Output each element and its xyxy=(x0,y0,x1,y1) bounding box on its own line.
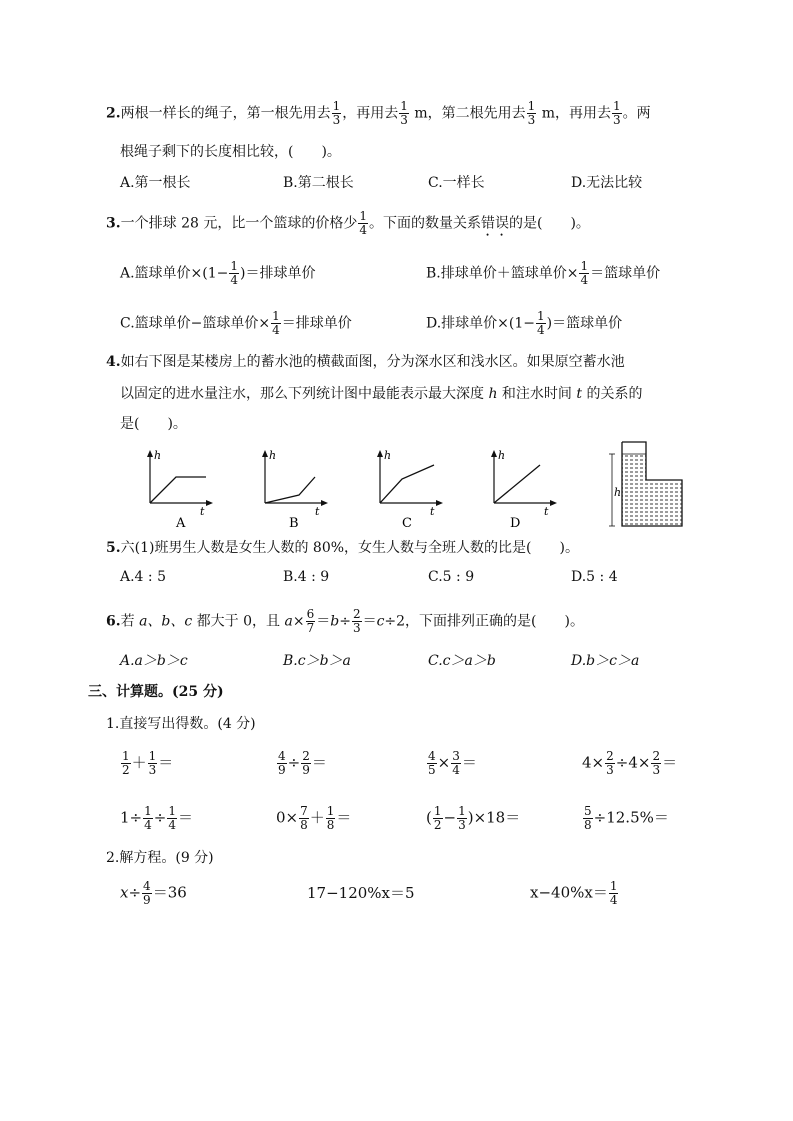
graph-c xyxy=(368,445,448,530)
svg-text:t: t xyxy=(315,505,320,518)
tank-cross-section-diagram xyxy=(600,438,690,528)
calc-expr-4: 4× $\frac{2}{3}$ ÷4× $\frac{2}{3}$ ＝ xyxy=(582,749,678,777)
svg-text:h: h xyxy=(384,449,392,462)
q2-text: ，再用去 xyxy=(342,105,399,122)
q4-line1: 4.如右下图是某楼房上的蓄水池的横截面图，分为深水区和浅水区。如果原空蓄水池 xyxy=(106,354,625,370)
q2-line2: 根绳子剩下的长度相比较，( )。 xyxy=(120,144,341,160)
subsection-direct-calc: 1.直接写出得数。(4 分) xyxy=(106,716,256,732)
q2-text: m，第二根先用去 xyxy=(409,105,526,122)
calc-expr-8: $\frac{5}{8}$ ÷12.5%＝ xyxy=(584,804,669,832)
calc-expr-3: $\frac{4}{5}$ × $\frac{3}{4}$ ＝ xyxy=(428,749,477,777)
q4-line2: 以固定的进水量注水，那么下列统计图中最能表示最大深度 h 和注水时间 t 的关系的 xyxy=(120,386,643,402)
calc-expr-5: 1÷ $\frac{1}{4}$ ÷ $\frac{1}{4}$ ＝ xyxy=(120,804,193,832)
q3-option-a: A.篮球单价×(1− $\frac{1}{4}$ )＝排球单价 xyxy=(120,259,316,287)
q5-option-d: D.5 : 4 xyxy=(571,569,618,585)
graph-label-b: B xyxy=(289,516,299,530)
q5-option-a: A.4 : 5 xyxy=(120,569,166,585)
q2-option-d: D.无法比较 xyxy=(571,175,643,191)
q2-option-a: A.第一根长 xyxy=(120,175,191,191)
fraction: $\frac{1}{3}$ xyxy=(613,99,621,127)
q3-option-d: D.排球单价×(1− $\frac{1}{4}$ )＝篮球单价 xyxy=(426,309,623,337)
q3-option-c: C.篮球单价−篮球单价× $\frac{1}{4}$ ＝排球单价 xyxy=(120,309,352,337)
fraction: $\frac{1}{3}$ xyxy=(527,99,536,127)
svg-text:t: t xyxy=(544,505,549,518)
graph-label-c: C xyxy=(402,516,412,530)
q2-option-c: C.一样长 xyxy=(428,175,485,191)
section-3-title: 三、计算题。(25 分) xyxy=(88,684,224,700)
q3-number: 3. xyxy=(106,215,121,232)
calc-expr-1: $\frac{1}{2}$ ＋ $\frac{1}{3}$ ＝ xyxy=(122,749,174,777)
calc-expr-7: ( $\frac{1}{2}$ − $\frac{1}{3}$ )×18＝ xyxy=(426,804,521,832)
q2-text: 两根一样长的绳子，第一根先用去 xyxy=(120,105,331,122)
q3-option-b: B.排球单价＋篮球单价× $\frac{1}{4}$ ＝篮球单价 xyxy=(426,259,661,287)
q4-number: 4. xyxy=(106,354,121,370)
q6-line: 6.若 a、b、c 都大于 0，且 a× $\frac{6}{7}$ ＝b÷ $\frac{2}{3}$ ＝c÷2，下面排列正确的是( )。 xyxy=(106,607,584,635)
q2-text: m，再用去 xyxy=(537,105,612,122)
graph-label-d: D xyxy=(510,516,521,530)
q5-number: 5. xyxy=(106,540,121,556)
q2-option-b: B.第二根长 xyxy=(283,175,354,191)
subsection-equations: 2.解方程。(9 分) xyxy=(106,850,214,866)
q5-line: 5.六(1)班男生人数是女生人数的 80%，女生人数与全班人数的比是( )。 xyxy=(106,540,579,556)
graph-label-a: A xyxy=(176,516,186,530)
svg-text:t: t xyxy=(200,505,205,518)
q5-option-c: C.5 : 9 xyxy=(428,569,475,585)
equation-2: 17−120%x＝5 xyxy=(307,884,415,902)
svg-text:h: h xyxy=(269,449,277,462)
q6-option-d: D.b＞c＞a xyxy=(571,653,640,669)
q3-line1 xyxy=(106,210,793,240)
emphasis-text: 错误 xyxy=(480,215,509,232)
q6-option-a: A.a＞b＞c xyxy=(120,653,188,669)
q6-option-b: B.c＞b＞a xyxy=(283,653,351,669)
svg-text:h: h xyxy=(154,449,162,462)
svg-text:h: h xyxy=(498,449,506,462)
graph-d xyxy=(482,445,562,530)
q2-number: 2. xyxy=(106,105,121,122)
graph-a xyxy=(138,445,218,530)
q2-line1 xyxy=(106,100,786,127)
q3-text: 。下面的数量关系 xyxy=(368,215,481,232)
q2-text: 。两 xyxy=(622,105,651,122)
svg-text:t: t xyxy=(430,505,435,518)
graph-b xyxy=(253,445,333,530)
fraction: $\frac{1}{3}$ xyxy=(400,99,408,127)
equation-3: x−40%x＝ $\frac{1}{4}$ xyxy=(530,879,618,907)
q3-text: 的是( )。 xyxy=(508,215,590,232)
equation-1: x÷ $\frac{4}{9}$ ＝36 xyxy=(120,879,187,907)
calc-expr-6: 0× $\frac{7}{8}$ ＋ $\frac{1}{8}$ ＝ xyxy=(276,804,352,832)
fraction: $\frac{1}{4}$ xyxy=(359,209,367,237)
q6-option-c: C.c＞a＞b xyxy=(428,653,496,669)
calc-expr-2: $\frac{4}{9}$ ÷ $\frac{2}{9}$ ＝ xyxy=(278,749,327,777)
svg-text:h: h xyxy=(614,486,622,499)
q6-number: 6. xyxy=(106,613,121,630)
q5-option-b: B.4 : 9 xyxy=(283,569,330,585)
fraction: $\frac{1}{3}$ xyxy=(332,99,341,127)
q4-line3: 是( )。 xyxy=(120,416,187,432)
q3-text: 一个排球 28 元，比一个篮球的价格少 xyxy=(120,215,358,232)
